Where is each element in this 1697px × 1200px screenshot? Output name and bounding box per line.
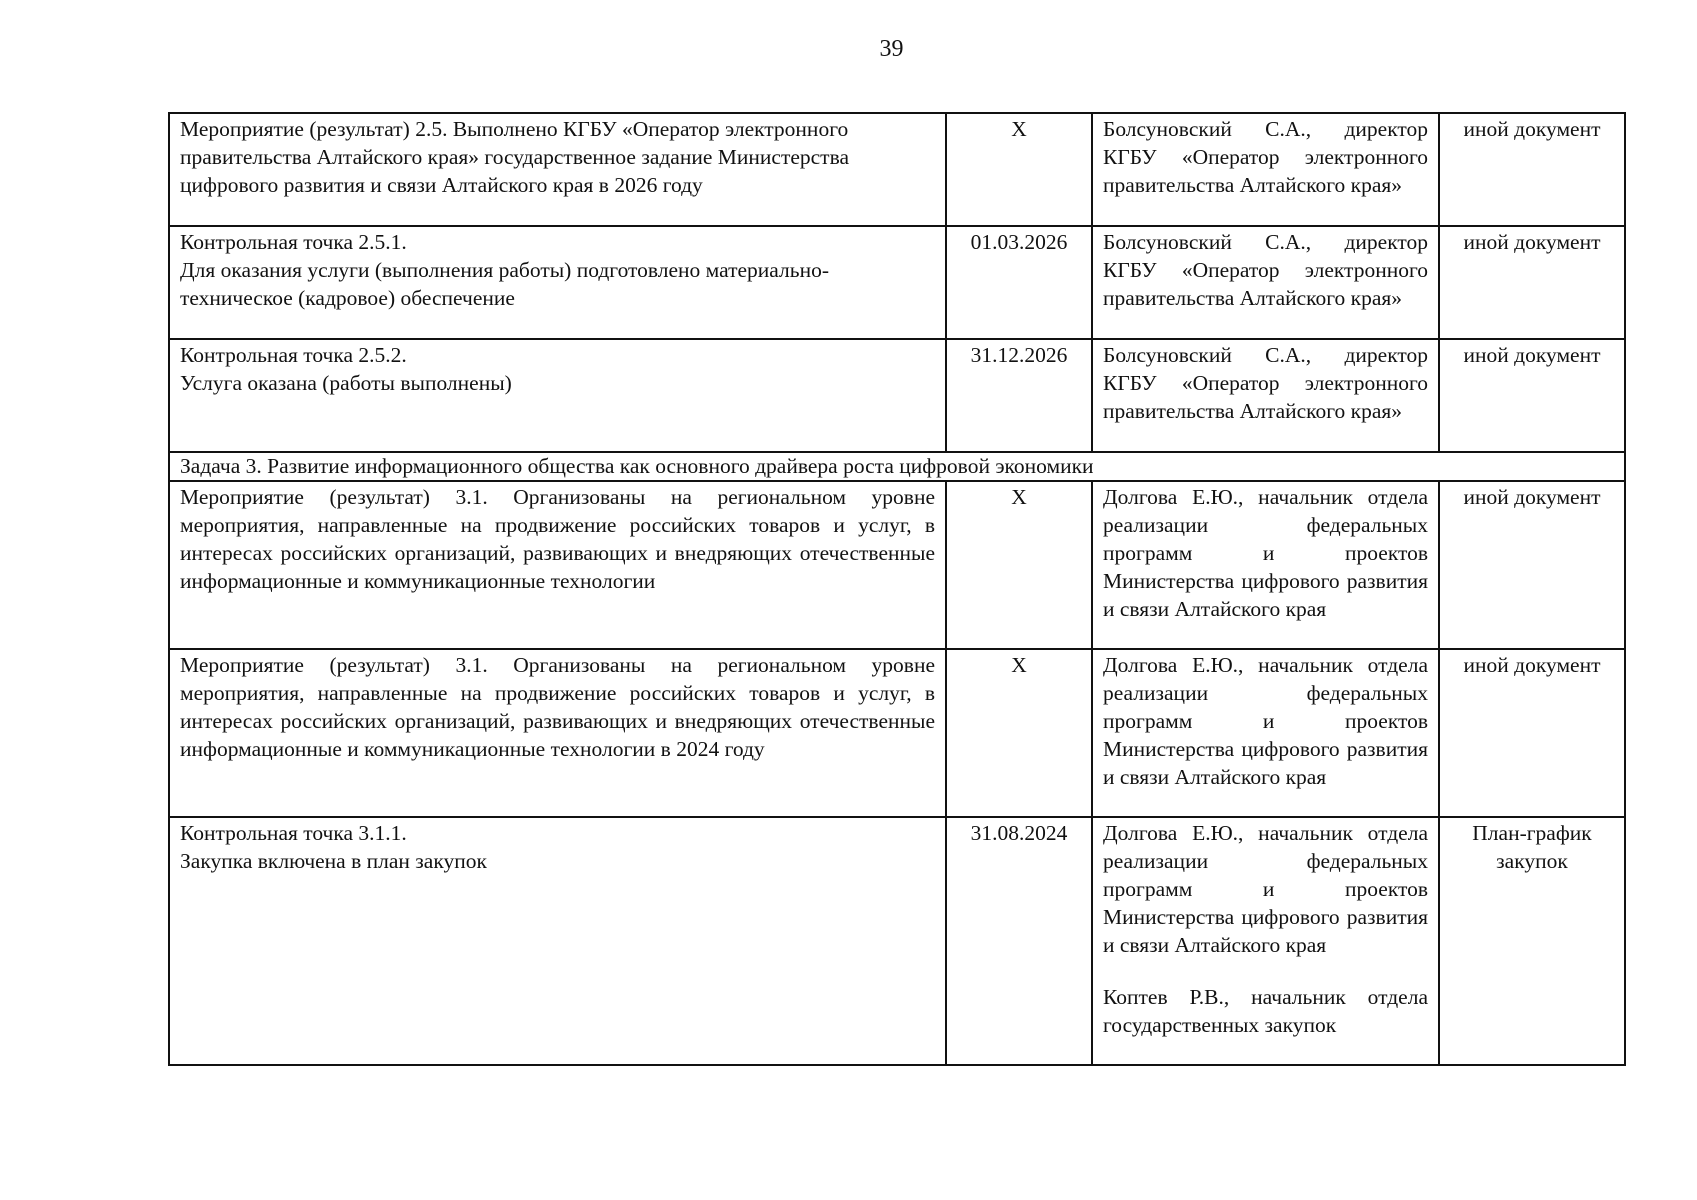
deadline-cell: Х xyxy=(946,649,1092,817)
checkpoint-number: Контрольная точка 2.5.2. xyxy=(180,343,407,367)
page-number: 39 xyxy=(879,36,904,62)
plan-table xyxy=(168,112,1626,1066)
table-row xyxy=(169,339,1625,452)
deadline-cell: 31.08.2024 xyxy=(946,817,1092,1065)
responsible-cell: Болсуновский С.А., директор КГБУ «Оператор электронного правительства Алтайского края» xyxy=(1092,226,1439,339)
table-row xyxy=(169,481,1625,649)
task-title: Задача 3. Развитие информационного общества как основного драйвера роста цифровой экономики xyxy=(169,452,1625,481)
task-row xyxy=(169,452,1625,481)
deadline-cell: 31.12.2026 xyxy=(946,339,1092,452)
activity-name-cell xyxy=(169,339,946,452)
checkpoint-text: Закупка включена в план закупок xyxy=(180,849,487,873)
activity-name-cell xyxy=(169,817,946,1065)
responsible-cell xyxy=(1092,817,1439,1065)
deadline-cell: Х xyxy=(946,481,1092,649)
checkpoint-text: Услуга оказана (работы выполнены) xyxy=(180,371,512,395)
deadline-cell: 01.03.2026 xyxy=(946,226,1092,339)
activity-name-text: Мероприятие (результат) 2.5. Выполнено КГБУ «Оператор электронного правительства Алтайского края» государственное задание Министерства цифрового развития и связи Алтайского края в 2026 году xyxy=(180,117,849,197)
table-row xyxy=(169,649,1625,817)
document-cell: иной документ xyxy=(1439,226,1625,339)
checkpoint-number: Контрольная точка 2.5.1. xyxy=(180,230,407,254)
document-cell: иной документ xyxy=(1439,339,1625,452)
table-row xyxy=(169,226,1625,339)
document-cell: иной документ xyxy=(1439,481,1625,649)
deadline-cell: Х xyxy=(946,113,1092,226)
responsible-text: Долгова Е.Ю., начальник отдела реализации федеральных программ и проектов Министерства цифрового развития и связи Алтайского края xyxy=(1103,821,1428,957)
activity-name-cell xyxy=(169,481,946,649)
checkpoint-text: Для оказания услуги (выполнения работы) подготовлено материально-техническое (кадровое) обеспечение xyxy=(180,258,829,310)
responsible-cell: Болсуновский С.А., директор КГБУ «Оператор электронного правительства Алтайского края» xyxy=(1092,113,1439,226)
checkpoint-number: Контрольная точка 3.1.1. xyxy=(180,821,407,845)
responsible-text-2: Коптев Р.В., начальник отдела государственных закупок xyxy=(1103,985,1428,1037)
document-cell: иной документ xyxy=(1439,649,1625,817)
spacer xyxy=(1103,959,1428,983)
responsible-cell: Долгова Е.Ю., начальник отдела реализации федеральных программ и проектов Министерства цифрового развития и связи Алтайского края xyxy=(1092,649,1439,817)
responsible-cell: Болсуновский С.А., директор КГБУ «Оператор электронного правительства Алтайского края» xyxy=(1092,339,1439,452)
activity-name-cell xyxy=(169,226,946,339)
activity-name-cell xyxy=(169,649,946,817)
table-row xyxy=(169,817,1625,1065)
table-row xyxy=(169,113,1625,226)
activity-name-text: Мероприятие (результат) 3.1. Организованы на региональном уровне мероприятия, направленные на продвижение российских товаров и услуг, в интересах российских организаций, развивающих и внедряющих отечественные информационные и коммуникационные технологии в 2024 году xyxy=(180,653,935,761)
responsible-cell: Долгова Е.Ю., начальник отдела реализации федеральных программ и проектов Министерства цифрового развития и связи Алтайского края xyxy=(1092,481,1439,649)
activity-name-cell xyxy=(169,113,946,226)
document-cell: иной документ xyxy=(1439,113,1625,226)
document-cell: План-график закупок xyxy=(1439,817,1625,1065)
activity-name-text: Мероприятие (результат) 3.1. Организованы на региональном уровне мероприятия, направленные на продвижение российских товаров и услуг, в интересах российских организаций, развивающих и внедряющих отечественные информационные и коммуникационные технологии xyxy=(180,485,935,593)
